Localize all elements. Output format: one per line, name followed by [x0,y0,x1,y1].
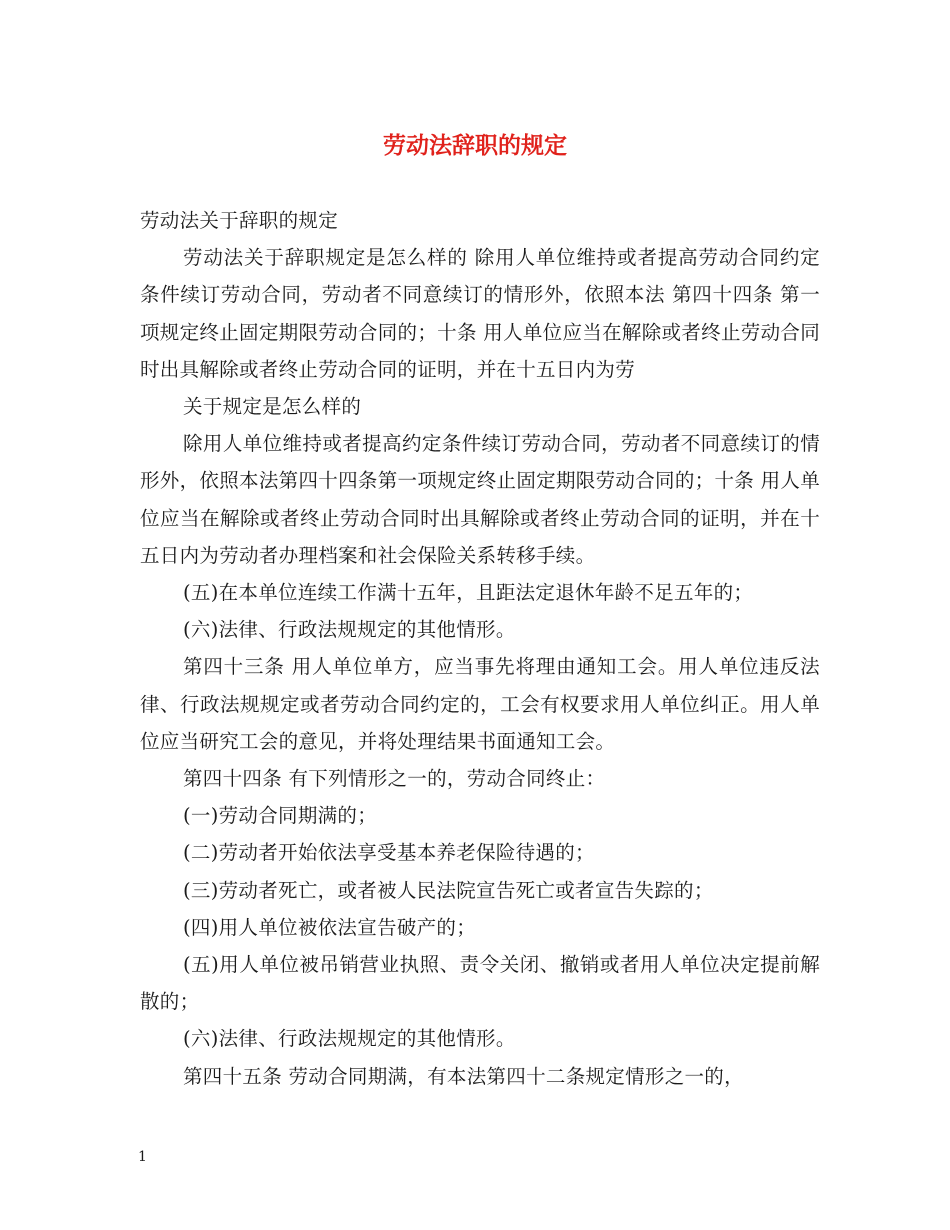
paragraph-heading: 劳动法关于辞职的规定 [140,209,339,232]
list-item: (一)劳动合同期满的； [183,804,378,828]
list-item: (六)法律、行政法规规定的其他情形。 [183,1027,516,1051]
paragraph: 第四十五条 劳动合同期满，有本法第四十二条规定情形之一的， [183,1064,744,1088]
page-number: 1 [138,1149,147,1165]
paragraph: 劳动法关于辞职规定是怎么样的 除用人单位维持或者提高劳动合同约定条件续订劳动合同，劳动者不同意续订的情形外，依照本法 第四十四条 第一项规定终止固定期限劳动合同的；十条 用人单位应当在解除或者终止劳动合同时出具解除或者终止劳动合同的证明，并在十五日内为劳 [140,246,820,381]
paragraph: 关于规定是怎么样的 [183,395,362,419]
list-item: (四)用人单位被依法宣告破产的； [183,915,477,939]
list-item: (二)劳动者开始依法享受基本养老保险待遇的； [183,841,595,865]
paragraph: 第四十四条 有下列情形之一的，劳动合同终止： [183,767,606,791]
document-body [140,202,820,1095]
list-item: (五)在本单位连续工作满十五年，且距法定退休年龄不足五年的； [183,581,754,605]
paragraph: 第四十三条 用人单位单方，应当事先将理由通知工会。用人单位违反法律、行政法规规定或者劳动合同约定的，工会有权要求用人单位纠正。用人单位应当研究工会的意见，并将处理结果书面通知工会。 [140,655,820,753]
list-item: (三)劳动者死亡，或者被人民法院宣告死亡或者宣告失踪的； [183,878,714,902]
document-title: 劳动法辞职的规定 [383,132,567,159]
list-item: (五)用人单位被吊销营业执照、责令关闭、撤销或者用人单位决定提前解散的； [140,953,820,1014]
paragraph: 除用人单位维持或者提高约定条件续订劳动合同，劳动者不同意续订的情形外，依照本法第四十四条第一项规定终止固定期限劳动合同的；十条 用人单位应当在解除或者终止劳动合同时出具解除或者终止劳动合同的证明，并在十五日内为劳动者办理档案和社会保险关系转移手续。 [140,432,820,567]
list-item: (六)法律、行政法规规定的其他情形。 [183,618,516,642]
